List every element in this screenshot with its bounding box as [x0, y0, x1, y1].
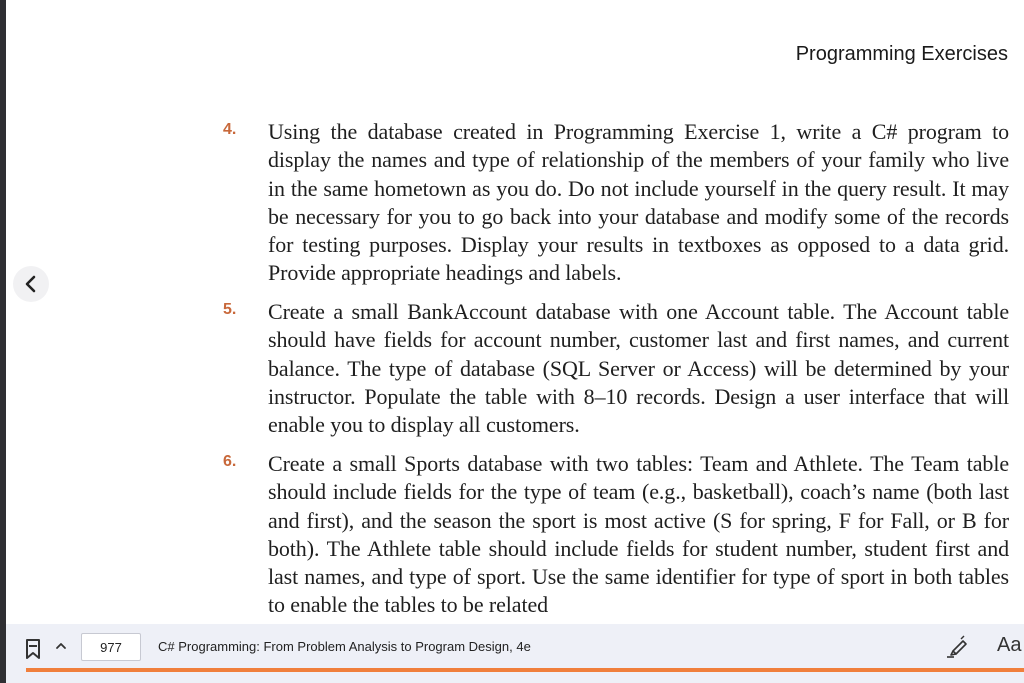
previous-page-button[interactable]: [13, 266, 49, 302]
bookmark-button[interactable]: [24, 638, 42, 660]
highlight-button[interactable]: [945, 635, 969, 659]
exercise-number: 6.: [223, 453, 237, 470]
reading-progress-bar: [26, 668, 1024, 672]
exercise-text: Using the database created in Programming Exercise 1, write a C# program to display the names and type of relationship of the members of your family who live in the same hometown as you do. Do not include yourself in the query result. It may be necessary for you to go back into your database and modify some of the records for testing purposes. Display your results in textboxes as opposed to a data grid. Provide appropriate headings and labels.: [268, 119, 1009, 286]
reader-toolbar: [6, 624, 1024, 683]
window-left-edge: [0, 0, 6, 683]
exercise-text: Create a small Sports database with two tables: Team and Athlete. The Team table should include fields for the type of team (e.g., basketball), coach’s name (both last and first), and the season the sport is most active (S for spring, F for Fall, or B for both). The Athlete table should include fields for student number, student first and last names, and type of sport. Use the same identifier for type of sport in both tables to enable the tables to be related: [268, 451, 1009, 618]
bookmark-icon: [24, 638, 42, 660]
chevron-left-icon: [24, 275, 38, 293]
page-number-input[interactable]: [81, 633, 141, 661]
chevron-up-icon: [54, 639, 68, 653]
toc-toggle-button[interactable]: [54, 639, 68, 653]
highlighter-icon: [945, 635, 969, 659]
exercise-number: 5.: [223, 301, 237, 318]
exercise-6: [223, 450, 1011, 620]
exercise-text: Create a small BankAccount database with one Account table. The Account table should have fields for account number, customer last and first names, and current balance. The type of database (SQL Server or Access) will be determined by your instructor. Populate the table with 8–10 records. Design a user interface that will enable you to display all customers.: [268, 299, 1009, 438]
running-head: Programming Exercises: [795, 43, 1008, 65]
exercise-4: [223, 118, 1011, 288]
reading-progress-fill: [26, 668, 1024, 672]
exercise-5: [223, 298, 1011, 439]
text-size-button[interactable]: Aa: [997, 634, 1022, 656]
book-title: C# Programming: From Problem Analysis to Program Design, 4e: [158, 639, 531, 654]
exercise-number: 4.: [223, 121, 237, 138]
